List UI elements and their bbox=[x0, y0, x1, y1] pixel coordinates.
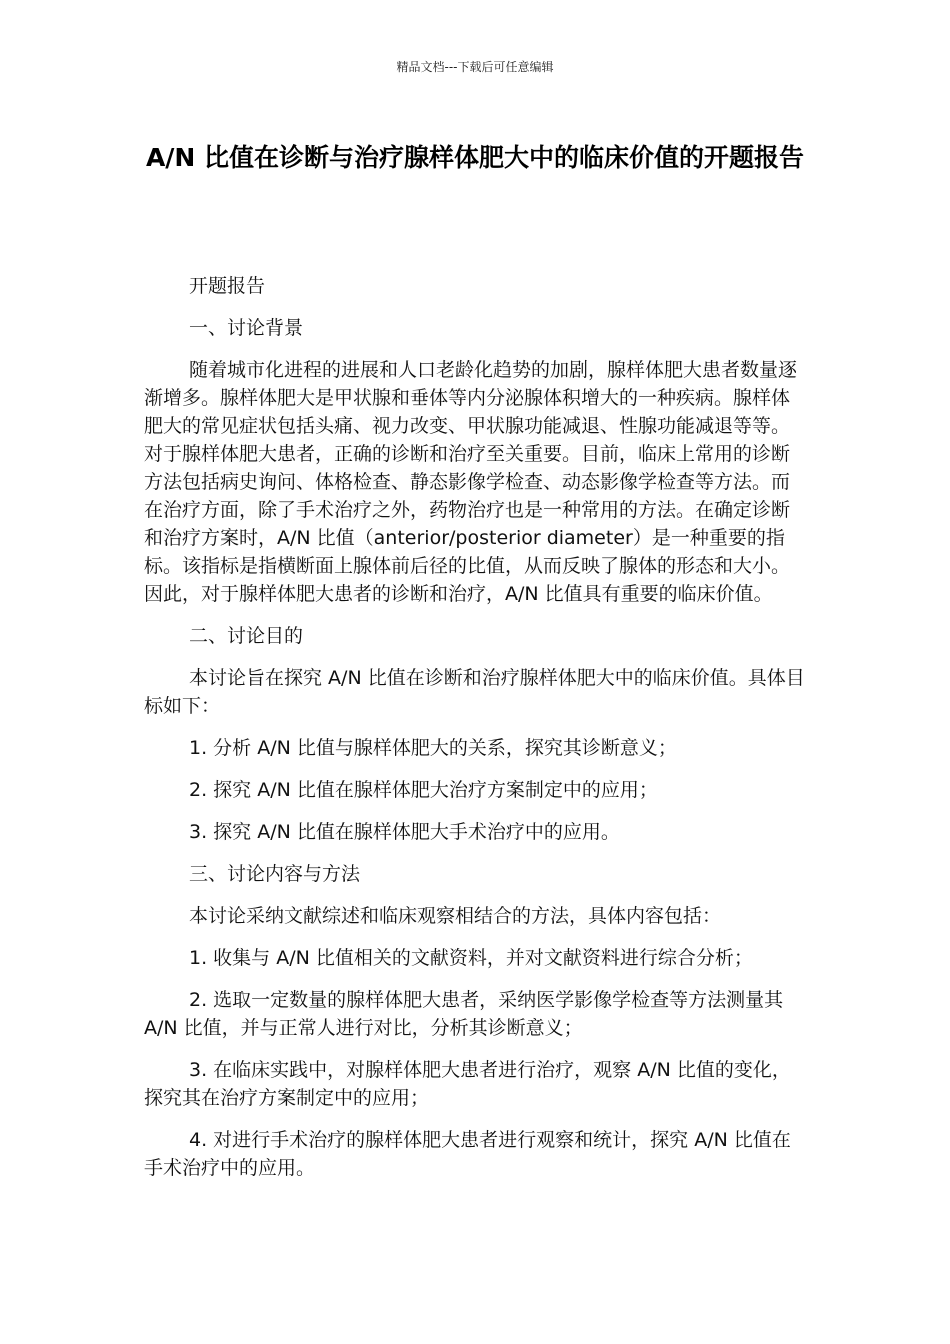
header-note: 精品文档---下载后可任意编辑 bbox=[396, 60, 554, 74]
list-item-purpose-1: 1. 分析 A/N 比值与腺样体肥大的关系，探究其诊断意义； bbox=[189, 737, 677, 759]
list-item-purpose-2: 2. 探究 A/N 比值在腺样体肥大治疗方案制定中的应用； bbox=[189, 779, 658, 801]
list-item-purpose-3: 3. 探究 A/N 比值在腺样体肥大手术治疗中的应用。 bbox=[189, 821, 620, 843]
list-item-methods-1: 1. 收集与 A/N 比值相关的文献资料，并对文献资料进行综合分析； bbox=[189, 947, 753, 969]
list-item-methods-2: 2. 选取一定数量的腺样体肥大患者，采纳医学影像学检查等方法测量其 A/N 比值，并与正常人进行对比，分析其诊断意义； bbox=[144, 989, 784, 1039]
list-item-methods-3: 3. 在临床实践中，对腺样体肥大患者进行治疗，观察 A/N 比值的变化，探究其在治疗方案制定中的应用； bbox=[144, 1059, 791, 1109]
document-body bbox=[144, 272, 806, 1196]
section-heading-methods: 三、讨论内容与方法 bbox=[189, 863, 361, 885]
paragraph-purpose: 本讨论旨在探究 A/N 比值在诊断和治疗腺样体肥大中的临床价值。具体目标如下： bbox=[144, 667, 805, 717]
paragraph-background: 随着城市化进程的进展和人口老龄化趋势的加剧，腺样体肥大患者数量逐渐增多。腺样体肥大是甲状腺和垂体等内分泌腺体积增大的一种疾病。腺样体肥大的常见症状包括头痛、视力改变、甲状腺功能减退、性腺功能减退等等。对于腺样体肥大患者，正确的诊断和治疗至关重要。目前，临床上常用的诊断方法包括病史询问、体格检查、静态影像学检查、动态影像学检查等方法。而在治疗方面，除了手术治疗之外，药物治疗也是一种常用的方法。在确定诊断和治疗方案时，A/N 比值（anterior/posterior diameter）是一种重要的指标。该指标是指横断面上腺体前后径的比值，从而反映了腺体的形态和大小。因此，对于腺样体肥大患者的诊断和治疗，A/N 比值具有重要的临床价值。 bbox=[144, 359, 798, 605]
section-heading-background: 一、讨论背景 bbox=[189, 317, 304, 339]
document-title: A/N 比值在诊断与治疗腺样体肥大中的临床价值的开题报告 bbox=[145, 143, 805, 172]
paragraph-methods: 本讨论采纳文献综述和临床观察相结合的方法，具体内容包括： bbox=[189, 905, 722, 927]
list-item-methods-4: 4. 对进行手术治疗的腺样体肥大患者进行观察和统计，探究 A/N 比值在手术治疗中的应用。 bbox=[144, 1129, 791, 1179]
section-heading-purpose: 二、讨论目的 bbox=[189, 625, 304, 647]
paragraph-report-label: 开题报告 bbox=[189, 275, 266, 297]
